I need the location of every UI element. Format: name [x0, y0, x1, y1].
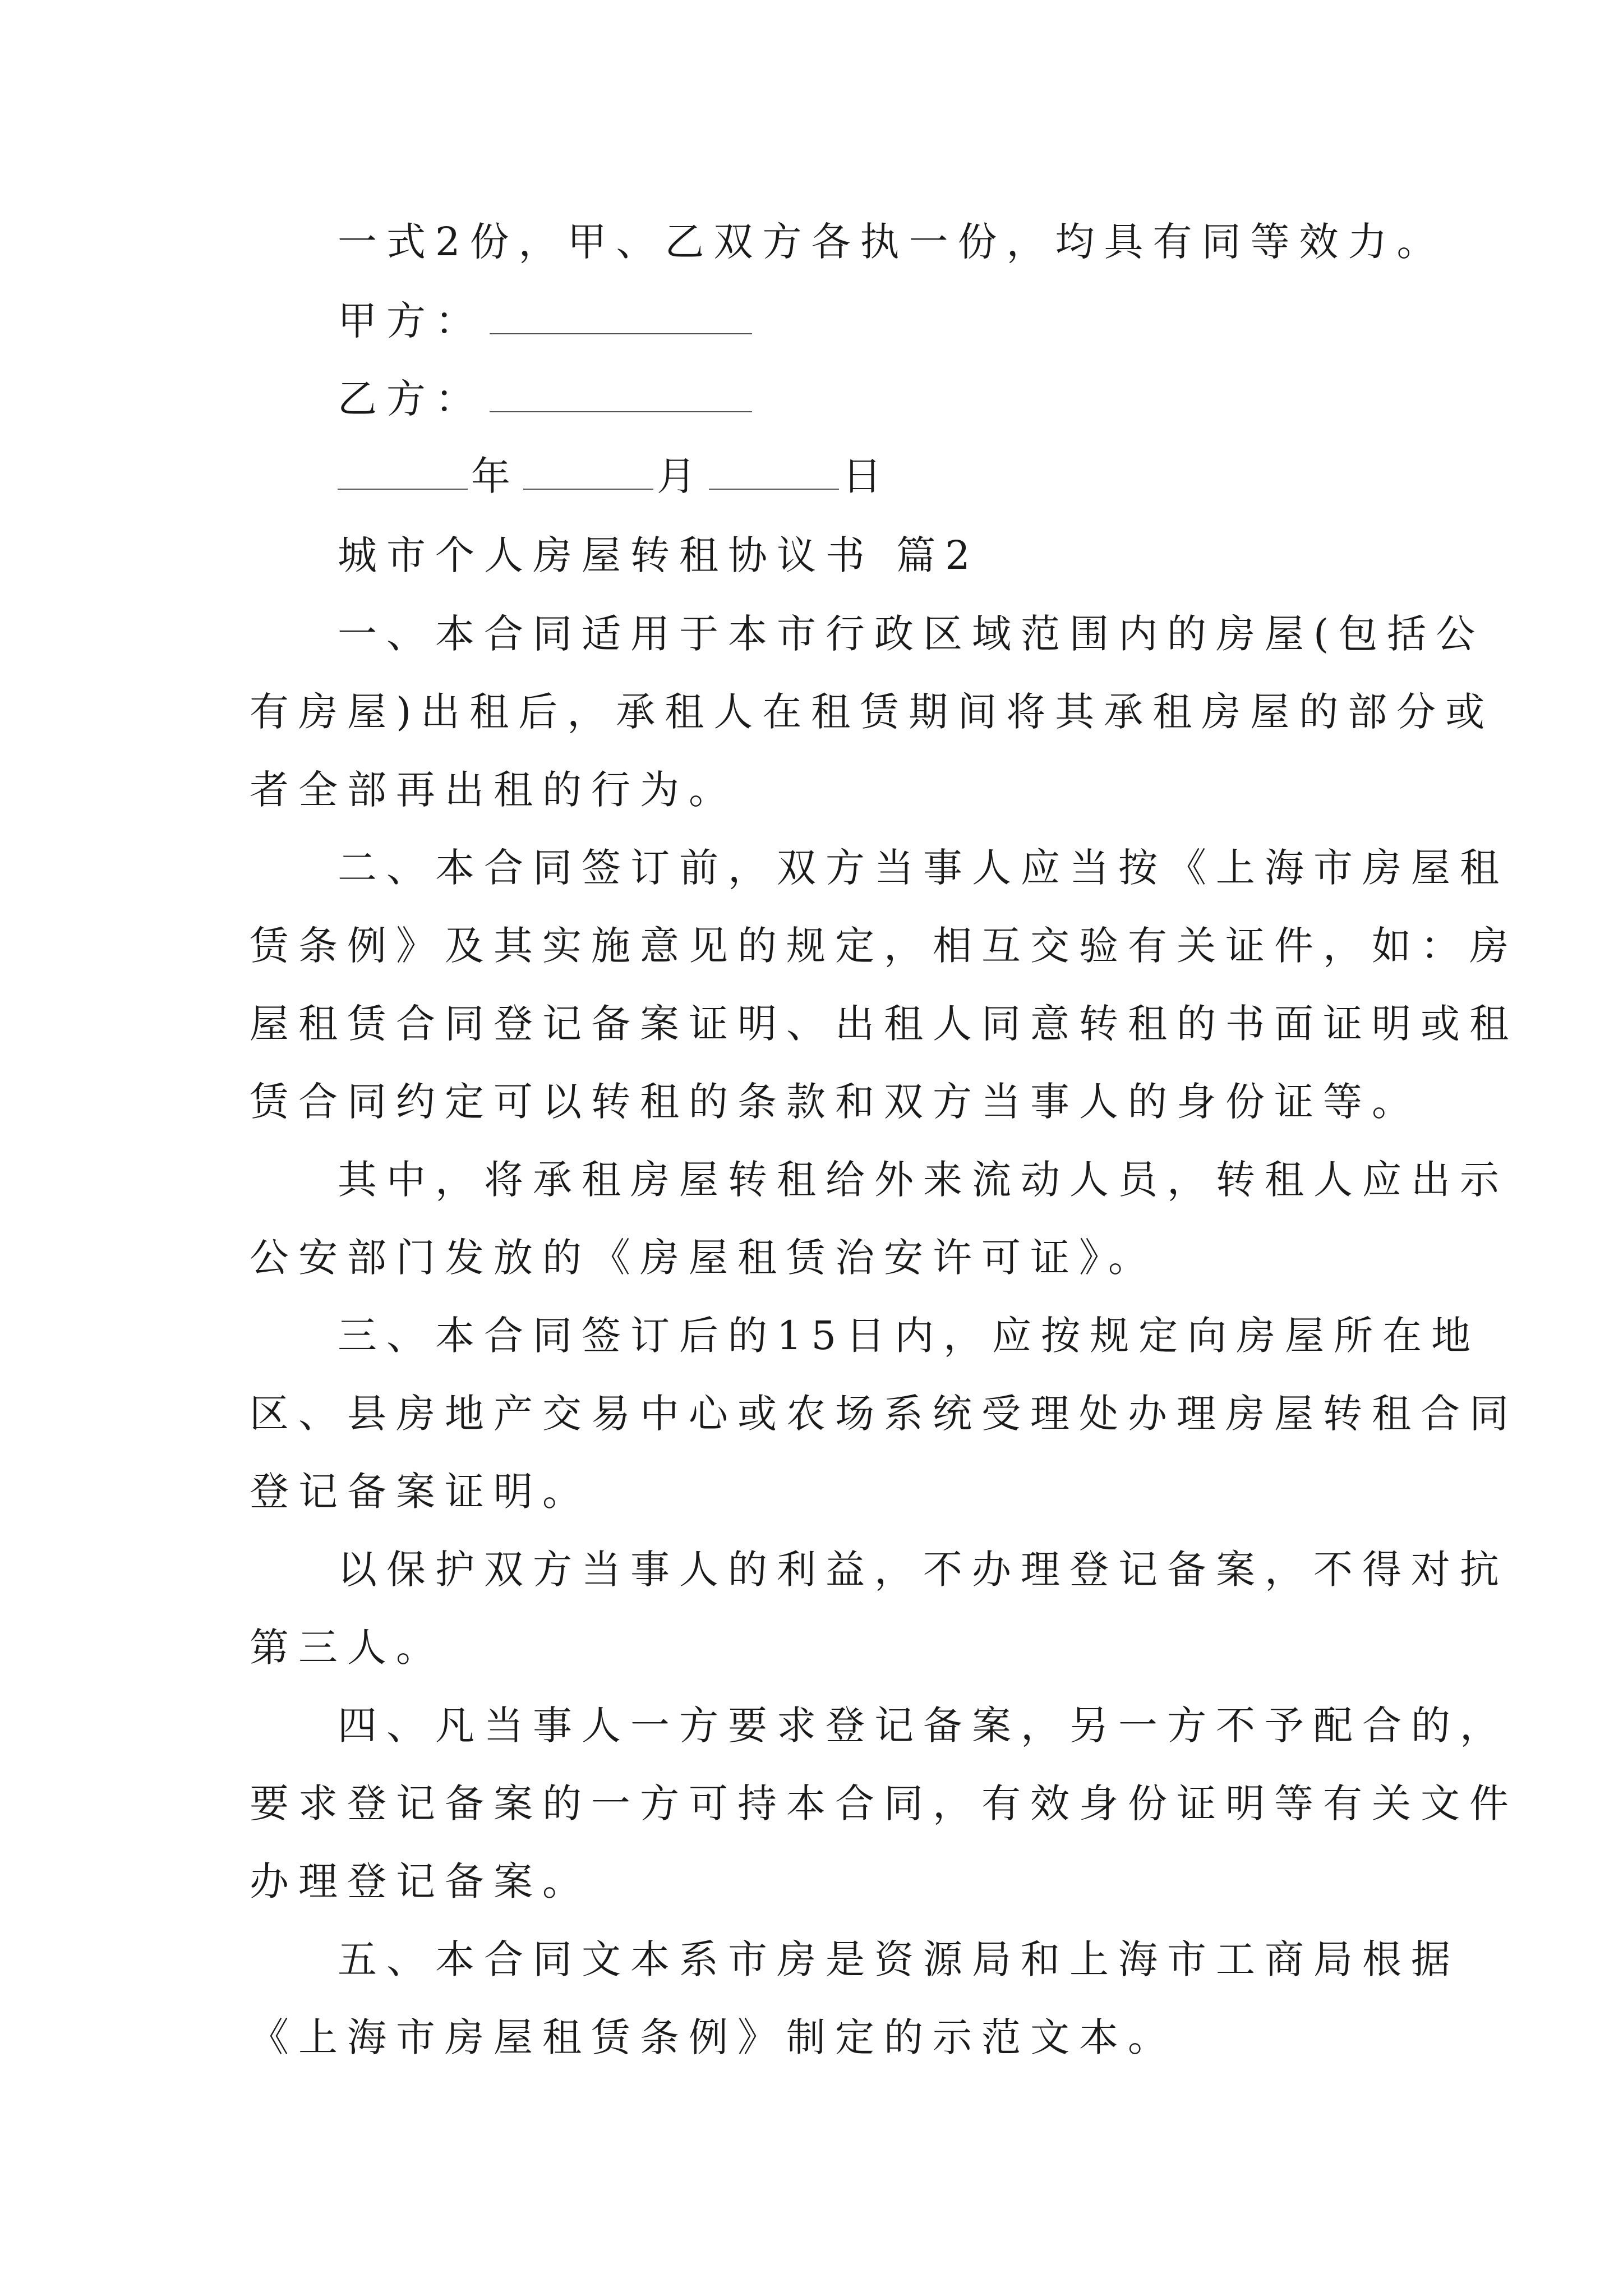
party-a-signature-blank [490, 309, 752, 334]
paragraph-line: 第三人。 [250, 1625, 445, 1671]
paragraph-line: 四、凡当事人一方要求登记备案，另一方不予配合的， [338, 1703, 1509, 1749]
paragraph-line: 要求登记备案的一方可持本合同，有效身份证明等有关文件 [250, 1780, 1518, 1826]
paragraph-line: 其中，将承租房屋转租给外来流动人员，转租人应出示 [338, 1157, 1509, 1203]
month-blank [523, 464, 653, 490]
paragraph-line: 赁条例》及其实施意见的规定，相互交验有关证件，如：房 [250, 923, 1518, 969]
paragraph-line: 二、本合同签订前，双方当事人应当按《上海市房屋租 [338, 845, 1509, 891]
paragraph-line: 者全部再出租的行为。 [250, 767, 737, 813]
paragraph-line: 以保护双方当事人的利益，不办理登记备案，不得对抗 [338, 1547, 1509, 1593]
party-b-label: 乙方： [338, 376, 484, 422]
paragraph-line: 三、本合同签订后的15日内，应按规定向房屋所在地 [338, 1313, 1481, 1359]
month-label: 月 [657, 453, 706, 499]
day-blank [709, 464, 839, 490]
party-b-signature-row [338, 376, 752, 422]
paragraph-line: 五、本合同文本系市房是资源局和上海市工商局根据 [338, 1936, 1460, 1982]
paragraph-line: 公安部门发放的《房屋租赁治安许可证》。 [250, 1235, 1157, 1281]
year-label: 年 [471, 453, 520, 499]
year-blank [338, 464, 468, 490]
date-row [338, 453, 891, 499]
party-b-signature-blank [490, 386, 752, 412]
paragraph-line: 登记备案证明。 [250, 1469, 591, 1515]
paragraph-line: 赁合同约定可以转租的条款和双方当事人的身份证等。 [250, 1079, 1421, 1125]
paragraph-line: 区、县房地产交易中心或农场系统受理处办理房屋转租合同 [250, 1391, 1518, 1437]
paragraph-line: 屋租赁合同登记备案证明、出租人同意转租的书面证明或租 [250, 1001, 1518, 1047]
paragraph-line: 办理登记备案。 [250, 1858, 591, 1904]
paragraph-line: 一、本合同适用于本市行政区域范围内的房屋(包括公 [338, 611, 1485, 657]
party-a-label: 甲方： [338, 298, 484, 344]
copies-line: 一式2份，甲、乙双方各执一份，均具有同等效力。 [338, 219, 1446, 265]
section-heading: 城市个人房屋转租协议书 篇2 [338, 532, 980, 578]
paragraph-line: 《上海市房屋租赁条例》制定的示范文本。 [250, 2014, 1177, 2060]
day-label: 日 [842, 453, 891, 499]
party-a-signature-row [338, 298, 752, 344]
paragraph-line: 有房屋)出租后，承租人在租赁期间将其承租房屋的部分或 [250, 689, 1495, 735]
